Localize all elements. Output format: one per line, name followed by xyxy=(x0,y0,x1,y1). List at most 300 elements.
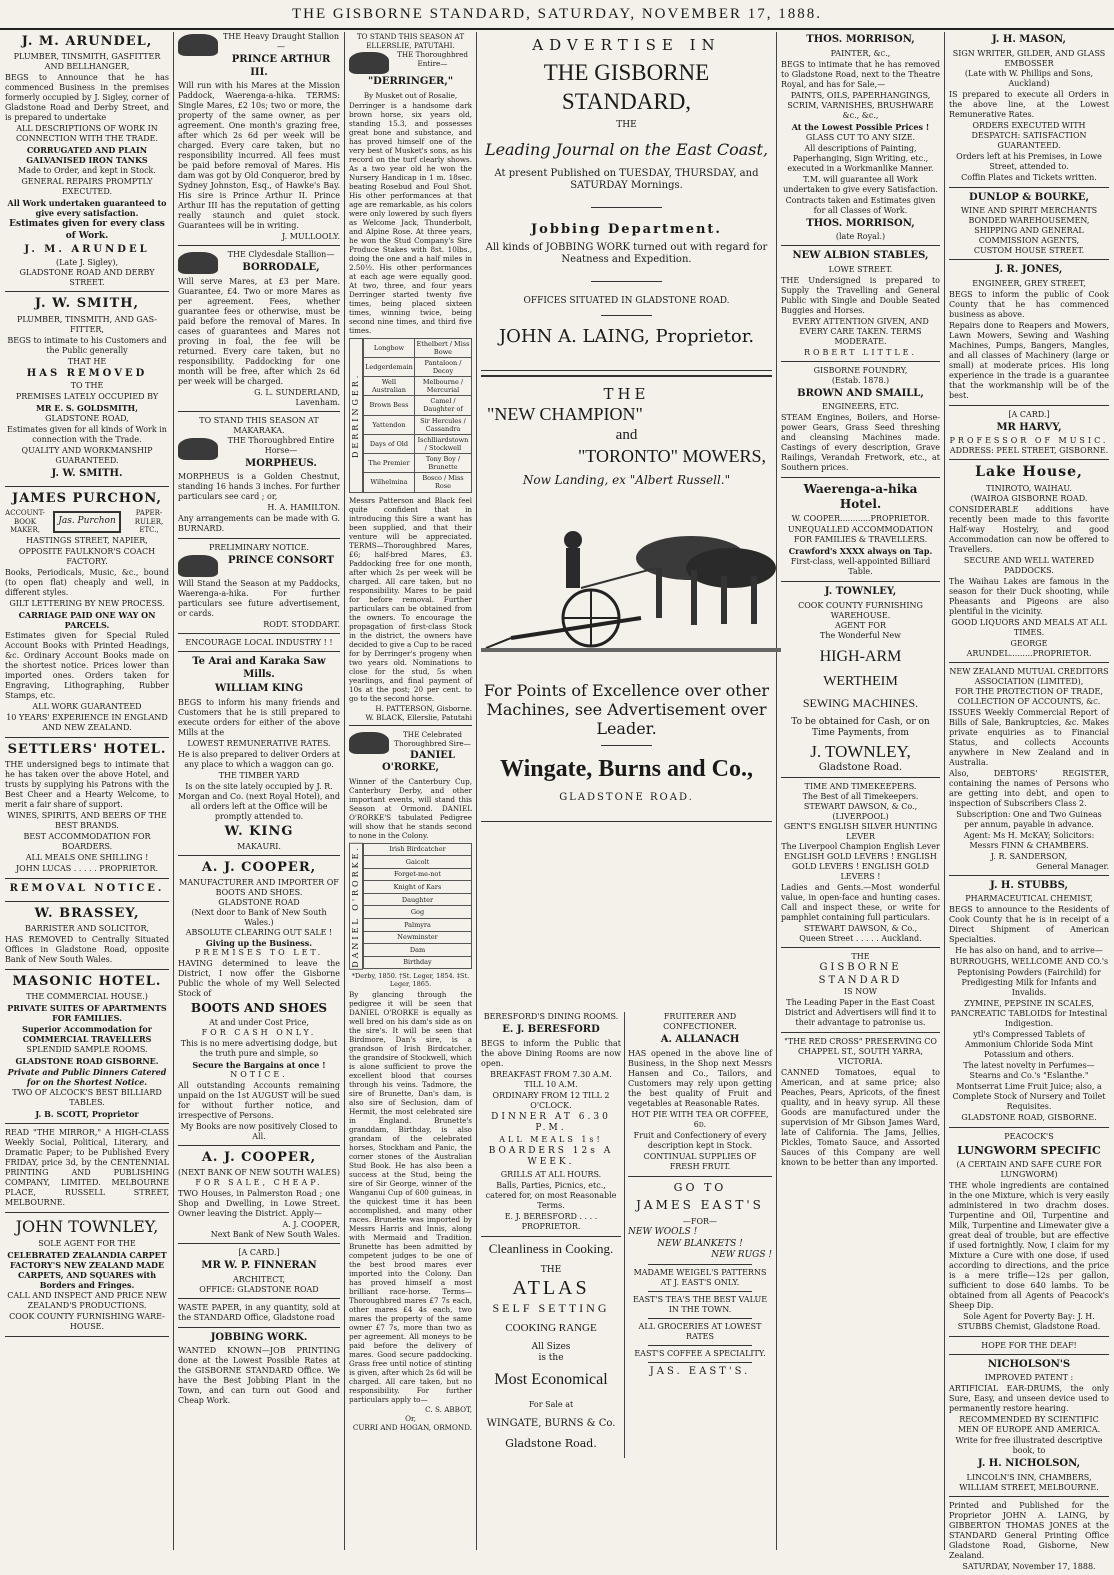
pedigree-cell: The Premier xyxy=(364,454,415,473)
ad-line: Contracts taken and Estimates given for all Classes of Work. xyxy=(785,195,936,215)
pedigree-row xyxy=(364,396,472,415)
ad-body: By glancing through the pedigree it will be seen that DANIEL O'RORKE is equally as well bred on his dam's side as on the sire's. It will be seen that Birdmore, Dan's sire, is a grandson of Irish Birdcatcher, the grandsire of Stockwell, which is alone sufficient to prove the excellent blood that courses through his veins. Tadmore, the sire of Brunette, Dan's dam, is also sire of Seclusion, dam of Hermit, the most celebrated sire in England. Brunette's granddam, Birthday, is also grandam of the celebrated horses, Stockham and Panic, the corner stones of the Australian Stud Book. He has also been a success at the Stud, being the sire of Sir George, winner of the Wanganui Cup of 600 guineas, in the quickest time it has been accomplished, and many other races. Brunette was imported by Messrs Harris and Innis, along with Mermaid and Tradition. Brunette has been admitted by competent judges to be one of the best brood mares ever imported into the Colony. Dan has proved himself a most brilliant race-horse. Terms—Thoroughbred mares £7 7s each, other mares £4 4s each, two mares the property of the same owner £7 7s, more than two as per agreement. All moneys to be paid before the delivery of mares. Good secure paddocking. Grass free until notice of stinting is given, after which 2s 6d will be charged. All care taken, but no responsibility. For further particulars apply to— xyxy=(349,989,472,1404)
ad-line: Coffin Plates and Tickets written. xyxy=(961,172,1097,182)
ad-line: GILT LETTERING BY NEW PROCESS. xyxy=(9,599,165,608)
ad-deaf xyxy=(949,1341,1109,1355)
ad-signature: ROBERT LITTLE. xyxy=(803,347,918,357)
ad-signature: STEWART DAWSON, & Co., xyxy=(803,924,918,934)
ad-line: —FOR— xyxy=(682,1217,718,1227)
ad-line: PREMISES LATELY OCCUPIED BY xyxy=(15,392,159,401)
pedigree-cell: Irish Birdcatcher xyxy=(364,843,472,856)
ad-body: Will run with his Mares at the Mission Paddock, Waerenga-a-hika. TERMS: Single Mares, £2 10s; two or more, the property of the same owner, as per agreement. One month's grazing free, after which 2s 6d per week will be charged. Every care taken, but no responsibility incurred. All fees must be paid before removal of Mares. His dam was got by Old Conqueror, bred by Sydney Johnston, Esq., of Hawke's Bay. His sire is Prince Arthur II. Prince Arthur III has the reputation of getting really staunch and quiet stock. Guarantees will be in writing. xyxy=(178,81,340,230)
ad-line: CARRIAGE PAID ONE WAY ON PARCELS. xyxy=(18,610,156,630)
ad-title: BROWN AND SMAILL, xyxy=(797,387,924,399)
ad-line: WINGATE, BURNS & Co. xyxy=(486,1418,616,1430)
ad-body: THE whole ingredients are contained in the one Mixture, which is very easily administered in two drachm doses. Turpentine and Oil, Turpentine and Milk, Turpentine and Limewater give a great deal of trouble, but are effective if used fortnightly. Now, I claim for my Mixture a Cure with one dose, if used according to directions, and the price is a mere trifle—12s per gallon, sufficient to dose 640 lambs. To be obtained from all Agents of Peacock's Sheep Dip. xyxy=(949,1180,1109,1310)
divider xyxy=(591,281,662,282)
ad-title: J. TOWNLEY, xyxy=(824,586,897,597)
pedigree-orourke xyxy=(349,843,472,970)
divider xyxy=(648,1318,752,1319)
ad-line: The Wonderful New xyxy=(820,630,901,640)
divider xyxy=(601,745,652,746)
pedigree-row xyxy=(364,906,472,919)
ad-derringer xyxy=(349,32,472,726)
ad-title: PRINCE CONSORT xyxy=(227,555,335,566)
ad-cooper-sale xyxy=(178,1150,340,1244)
ad-signature: J. R. SANDERSON, xyxy=(990,851,1068,861)
ad-body: CONSIDERABLE additions have recently been made to this favorite Half-way Hostelry, and good Accommodation can now be offered to Travellers. xyxy=(949,504,1109,554)
ad-line: THE xyxy=(540,1264,562,1275)
ad-line: MAKAURI. xyxy=(237,841,281,851)
ad-line: Subscription: One and Two Guineas per annum, payable in advance. xyxy=(956,809,1102,829)
ad-title: Waerenga-a-hika Hotel. xyxy=(803,482,918,511)
ad-prince-consort xyxy=(178,543,340,634)
ad-body: BEGS to announce to the Residents of Cook County that he is in receipt of a Direct Shipment of American Specialties. xyxy=(949,905,1109,944)
ad-subtitle: IMPROVED PATENT : xyxy=(984,1373,1074,1383)
ad-body: Will Stand the Season at my Paddocks, Waerenga-a-hika. For further particulars see future advertisement, or cards. xyxy=(178,579,340,618)
ad-line: Leading Journal on the East Coast, xyxy=(484,139,769,159)
ad-line: Is on the site lately occupied by J. R. Morgan and Co. (next Royal Hotel), and all orders left at the Office will be promptly attended to. xyxy=(178,781,340,821)
ad-line: PAINTS, OILS, PAPERHANGINGS, SCRIM, VARNISHES, BRUSHWARE &c., &c., xyxy=(787,90,934,120)
pedigree-row xyxy=(364,956,472,969)
ad-line: LINCOLN'S INN, CHAMBERS, xyxy=(966,1472,1092,1482)
ad-line: THE Thoroughbred Entire— xyxy=(397,50,468,68)
column-4 xyxy=(478,32,775,1550)
ad-title: A. ALLANACH xyxy=(660,1034,740,1045)
ad-title: NEW ZEALAND MUTUAL CREDITORS ASSOCIATION (LIMITED), xyxy=(949,666,1109,686)
ad-line: JAS. EAST'S. xyxy=(649,1366,751,1377)
ad-title: Cleanliness in Cooking. xyxy=(488,1240,614,1256)
pedigree-row xyxy=(364,843,472,856)
ad-mowers xyxy=(481,375,772,823)
ad-line: GRILLS AT ALL HOURS. xyxy=(500,1169,602,1179)
ad-signature: H. PATTERSON, Gisborne. xyxy=(375,703,472,713)
ad-red-cross xyxy=(781,1037,940,1172)
ad-line: My Books are now positively Closed to All. xyxy=(180,1122,338,1141)
pedigree-cell: Gaicolt xyxy=(364,856,472,869)
pedigree-cell: Ethelbert / Miss Bowe xyxy=(414,338,471,357)
ad-title: GISBORNE FOUNDRY, xyxy=(813,365,908,375)
ad-cooper xyxy=(178,860,340,1146)
ad-subtitle: FOR THE PROTECTION OF TRADE, COLLECTION OF ACCOUNTS, &c. xyxy=(955,686,1103,706)
ad-line: ADDRESS: PEEL STREET, GISBORNE. xyxy=(949,446,1109,455)
pedigree-cell: Ledgerdemain xyxy=(364,357,415,376)
ad-line: W. COOPER............PROPRIETOR. xyxy=(791,514,930,523)
pedigree-cell: Birthday xyxy=(364,956,472,969)
column-4-lower xyxy=(478,1012,775,1458)
ad-subtitle: PLUMBER, TINSMITH, GASFITTER AND BELLHANGER, xyxy=(13,52,161,72)
ad-king xyxy=(178,656,340,856)
ad-line: THE Celebrated Thoroughbred Sire— xyxy=(394,729,471,748)
ad-gisborne-standard xyxy=(781,952,940,1033)
ad-line: Orders left at his Premises, in Lowe Street, attended to. xyxy=(956,151,1102,171)
ad-line: ALL DESCRIPTIONS OF WORK IN CONNECTION WITH THE TRADE. xyxy=(15,124,159,144)
pedigree-row xyxy=(364,881,472,894)
ad-line: (WAIROA GISBORNE ROAD. xyxy=(970,493,1088,503)
ad-townley xyxy=(5,1217,169,1337)
ad-line: THE xyxy=(851,952,870,962)
ad-line: ALL MEALS 1s! xyxy=(499,1135,603,1144)
pedigree-row xyxy=(364,473,472,492)
ad-title: Lake House, xyxy=(975,464,1083,480)
ad-line: Secure the Bargains at once ! xyxy=(192,1060,326,1070)
ad-title: PRINCE ARTHUR III. xyxy=(231,54,331,78)
pedigree-cell: Sir Hercules / Cassandra xyxy=(414,415,471,434)
ad-line: All Sizes xyxy=(531,1341,571,1352)
ad-title: ATLAS xyxy=(512,1277,590,1299)
ad-title: MORPHEUS. xyxy=(245,457,317,469)
ad-title: NICHOLSON'S xyxy=(987,1358,1071,1370)
ad-line: TIME AND TIMEKEEPERS. xyxy=(804,782,917,792)
ad-title: WERTHEIM xyxy=(823,673,898,689)
imprint-date: SATURDAY, November 17, 1888. xyxy=(962,1561,1096,1571)
pedigree-derringer xyxy=(349,338,472,493)
col-rule xyxy=(173,32,174,1550)
column-2 xyxy=(175,32,343,1550)
ad-nicholson xyxy=(949,1359,1109,1497)
divider xyxy=(648,1345,752,1346)
pedigree-cell: Pantaloon / Decoy xyxy=(414,357,471,376)
ad-line: THE TIMBER YARD xyxy=(218,770,300,780)
ad-line: (Next door to Bank of New South Wales.) xyxy=(191,908,327,927)
ad-line: THE Clydesdale Stallion— xyxy=(227,250,335,259)
pedigree-cell: Daughter xyxy=(364,893,472,906)
pedigree-cell: Camel / Daughter of xyxy=(414,396,471,415)
ad-line: SECURE AND WELL WATERED PADDOCKS. xyxy=(963,555,1095,575)
col-rule xyxy=(344,32,345,1550)
ad-line: PAPER-RULER, ETC., xyxy=(134,508,164,535)
ad-peacock xyxy=(949,1132,1109,1337)
ad-body: All outstanding Accounts remaining unpaid on the 1st AUGUST will be sued for without further notice, and irrespective of Persons. xyxy=(178,1081,340,1120)
ad-line: Gladstone Road. xyxy=(505,1436,597,1450)
ad-title: E. J. BERESFORD xyxy=(502,1024,600,1035)
ad-line: Next Bank of New South Wales. xyxy=(210,1230,340,1240)
ad-title: "NEW CHAMPION" xyxy=(487,404,643,425)
pedigree-row xyxy=(364,944,472,957)
ad-line: Giving up the Business. xyxy=(205,938,313,948)
col-rule xyxy=(776,32,777,1550)
ad-line: CUSTOM HOUSE STREET. xyxy=(973,246,1085,255)
ad-line: [A CARD.] xyxy=(238,1248,280,1258)
ad-body: Books, Periodicals, Music, &c., bound (to open flat) cheaply and well, in different styles. xyxy=(5,568,169,597)
ad-line: At the Lowest Possible Prices ! xyxy=(791,121,930,132)
ad-title: J. H. MASON, xyxy=(991,34,1067,45)
ad-body: Will serve Mares, at £3 per Mare. Guarantee, £4. Two or more Mares as per agreement. Fees, whether guarantee fees or otherwise, must be paid before the removal of Mares. In cases of guarantees and Mares not proving in foal, the fee will be returned. Every care taken, but no responsibility. Paddocking for one month will be free, after which 2s 6d per week will be charged. xyxy=(178,276,340,386)
ad-body: WANTED KNOWN—JOB PRINTING done at the Lowest Possible Rates at the GISBORNE STANDARD Office. We have the Best Jobbing Plant in the Town, and can turn out Good and Cheap Work. xyxy=(178,1346,340,1406)
ad-line: Or, xyxy=(405,1413,416,1423)
ad-title: THE GISBORNE STANDARD, xyxy=(543,59,710,114)
ad-body: BEGS to inform his many friends and Customers that he is still prepared to execute orders for either of the above Mills at the xyxy=(178,697,340,737)
ad-subtitle: ENGINEER, GREY STREET, xyxy=(972,278,1086,288)
ad-line: [A CARD.] xyxy=(1008,409,1050,419)
ad-jones xyxy=(949,264,1109,406)
ad-title: J. M. ARUNDEL, xyxy=(21,34,153,49)
ad-title: MR HARVY, xyxy=(996,421,1062,433)
ad-lake-house xyxy=(949,464,1109,663)
col-rule xyxy=(476,32,477,1550)
ad-jobbing xyxy=(178,1332,340,1411)
pedigree-row xyxy=(364,338,472,357)
ad-line: is the xyxy=(538,1353,564,1363)
ad-title: W. BRASSEY, xyxy=(34,905,140,921)
ad-line: PREMISES TO LET. xyxy=(194,948,324,957)
pedigree-row xyxy=(364,868,472,881)
ad-subtitle: SIGN WRITER, GILDER, AND GLASS EMBOSSER xyxy=(952,48,1106,68)
ad-line: CORRUGATED AND PLAIN GALVANISED IRON TANKS xyxy=(26,145,148,166)
horse-illustration xyxy=(349,52,389,74)
ad-mirror xyxy=(5,1128,169,1213)
ad-signature: RODT. STODDART. xyxy=(263,620,340,629)
ad-masonic xyxy=(5,974,169,1124)
divider xyxy=(648,1362,752,1363)
ad-line: FRUITERER AND CONFECTIONER. xyxy=(663,1012,737,1031)
pedigree-cell: Melbourne / Mercurial xyxy=(414,377,471,396)
ad-line: ENGINEERS, ETC. xyxy=(822,402,899,411)
ad-body: BEGS to inform the public of Cook County that he has commenced business as above. xyxy=(949,289,1109,319)
ad-line: GLADSTONE ROAD, GISBORNE. xyxy=(961,1113,1097,1122)
ad-atlas xyxy=(481,1241,621,1454)
ad-title: MR W. P. FINNERAN xyxy=(201,1260,317,1272)
ad-line: GO TO xyxy=(673,1180,727,1194)
ad-subtitle: COOK COUNTY FURNISHING WAREHOUSE. xyxy=(798,600,923,620)
ad-line: THE Heavy Draught Stallion— xyxy=(222,32,340,51)
ad-body: HAVING determined to leave the District, I now offer the Gisborne Public the whole of my Well Selected Stock of xyxy=(178,959,340,998)
ad-line: GLADSTONE ROAD GISBORNE. xyxy=(15,1056,159,1067)
ad-line: BURROUGHS, WELLCOME AND CO.'s xyxy=(949,957,1109,966)
ad-line: W. BLACK, Ellerslie, Patutahi xyxy=(365,712,472,722)
ad-title: NEW ALBION STABLES, xyxy=(792,250,929,261)
ad-line: The Best of all Timekeepers. xyxy=(802,792,919,802)
ad-body: THE undersigned begs to intimate that he has taken over the above Hotel, and trusts by supplying his Patrons with the Best Cheer and a Hearty Welcome, to merit a fair share of support. xyxy=(5,760,169,810)
ad-signature: J. M. ARUNDEL xyxy=(24,243,150,255)
ad-body: Derringer is a handsome dark brown horse, six years old, standing 15.3, and possesses great bone and substance, and has proved himself one of the very best of Musket's sons, as his record on the turf clearly shows. As a two year old he won the Nursery Handicap in 1 m. 18sec. beating Rosebud and Foul Shot. His other performances at that age are remarkable, as his colors were only lowered by such flyers as Welcome Jack, Thunderbolt, and Alpine Rose. At three years, he won the Stud Company's Sire Produce Stakes with 8st. 10lbs., doing the one and a half miles in 2.50½. His other performances at each age were equally good. At two, three, and four years Derringer started twenty five times, being placed sixteen times, winning twice, being second nine times, and third five times. xyxy=(349,100,472,335)
ad-harvy xyxy=(949,410,1109,461)
ad-line: Balls, Parties, Picnics, etc., catered for, on most Reasonable Terms. xyxy=(485,1180,617,1210)
ad-line: THE Thoroughbred Entire Horse— xyxy=(227,435,335,455)
ad-line: SHIPPING AND GENERAL COMMISSION AGENTS, xyxy=(974,226,1084,245)
ad-line: ORDINARY FROM 12 TILL 2 O'CLOCK. xyxy=(492,1090,610,1110)
ad-title: DANIEL O'RORKE, xyxy=(382,749,455,773)
pedigree-cell: Knight of Kars xyxy=(364,881,472,894)
column-4b xyxy=(625,1012,775,1458)
ad-line: BREAKFAST FROM 7.30 A.M. TILL 10 A.M. xyxy=(490,1069,612,1089)
ad-line: NOTICE. xyxy=(230,1070,288,1079)
ad-line: ALL MEALS ONE SHILLING ! xyxy=(25,853,149,863)
ad-body: READ "THE MIRROR," A HIGH-CLASS Weekly Social, Political, Literary, and Dramatic Paper; to be Published Every FRIDAY, price 3d, by the CENTENNIAL PRINTING AND PUBLISHING COMPANY, LIMITED. MELBOURNE PLACE, RUSSELL STREET, MELBOURNE. xyxy=(5,1128,169,1208)
ad-title: Most Economical xyxy=(494,1371,608,1389)
ad-line: Superior Accommodation for COMMERCIAL TRAVELLERS xyxy=(22,1024,152,1045)
ad-line: Estimates given for all kinds of Work in connection with the Trade. xyxy=(7,425,167,444)
ad-line: GLADSTONE ROAD. xyxy=(559,791,694,803)
pedigree-cell: Well Australian xyxy=(364,377,415,396)
ad-townley-sewing xyxy=(781,586,940,778)
ad-line: BERESFORD'S DINING ROOMS. xyxy=(483,1012,619,1021)
ad-line: TO STAND THIS SEASON AT ELLERSLIE, PATUTAHI. xyxy=(356,32,465,50)
ad-line: Montserrat Lime Fruit Juice; also, a Complete Stock of Nursery and Toilet Requisites. xyxy=(952,1082,1106,1111)
pedigree-row xyxy=(364,454,472,473)
divider xyxy=(591,207,662,208)
ad-signature: A. J. COOPER, xyxy=(282,1220,340,1230)
ad-line: (Estab. 1878.) xyxy=(831,375,890,385)
ad-line: The Leading Paper in the East Coast District and Advertisers will find it to their advantage to patronise us. xyxy=(784,998,937,1028)
ad-line: ENCOURAGE LOCAL INDUSTRY ! ! xyxy=(185,638,333,647)
ad-body: CANNED Tomatoes, equal to American, and at same price; also Peaches, Pears, Apricots, of the finest quality, and in heavy syrup. All these Goods are manufactured under the supervision of Mr Gibson James Ward, late of California. The Jams, Jellies, Pickles, Tomato Sauce, and Assorted Sauces of this Company are well known to be better than any imported. xyxy=(781,1068,940,1168)
ad-line: MADAME WEIGEL'S PATTERNS AT J. EAST'S ONLY. xyxy=(633,1268,767,1287)
ad-line: PRIVATE SUITES OF APARTMENTS FOR FAMILIES. xyxy=(7,1003,167,1024)
ad-line: ALL WORK GUARANTEED xyxy=(32,702,142,711)
ad-signature: THOS. MORRISON, xyxy=(806,217,915,229)
ad-subtitle: PAINTER, &c., xyxy=(830,48,891,58)
ad-title: ADVERTISE IN xyxy=(532,36,721,54)
ad-line: General Manager. xyxy=(1036,861,1109,871)
ad-foundry xyxy=(781,366,940,479)
ad-body: Estimates given for Special Ruled Account Books with Printed Headings, &c. Ordinary Account Books made on the shortest notice. Prices lower than imported ones. Orders taken for Engraving, Lithographing, Rubber Stamps, etc. xyxy=(5,631,169,700)
column-4a xyxy=(478,1012,625,1458)
ad-title: HOPE FOR THE DEAF! xyxy=(981,1340,1077,1350)
ad-encourage xyxy=(178,638,340,652)
pedigree-row xyxy=(364,856,472,869)
ad-line: (Late J. Sigley), xyxy=(55,258,118,268)
ad-line: At and under Cost Price, xyxy=(209,1018,309,1027)
pedigree-row xyxy=(364,918,472,931)
ad-title: J. W. SMITH, xyxy=(34,296,140,312)
ad-line: PEACOCK'S xyxy=(1004,1132,1054,1141)
ad-signature: C. S. ABBOT, xyxy=(425,1404,472,1414)
column-1 xyxy=(2,32,172,1550)
ad-line: OFFICE: GLADSTONE ROAD xyxy=(199,1284,319,1294)
ad-line: T.M. will guarantee all Work undertaken to give every Satisfaction. xyxy=(783,174,938,194)
ad-stubbs xyxy=(949,880,1109,1129)
ad-line: BEST ACCOMMODATION FOR BOARDERS. xyxy=(23,832,151,852)
ad-line: IS NOW xyxy=(844,987,877,997)
ad-line: GLADSTONE ROAD, xyxy=(45,414,129,423)
ad-line: ZYMINE, PEPSINE IN SCALES, PANCREATIC TABLOIDS for Intestinal Indigestion. xyxy=(950,999,1108,1028)
pedigree-row xyxy=(364,434,472,453)
ad-line: THAT HE xyxy=(67,356,107,366)
ad-line: Private and Public Dinners Catered for on the Shortest Notice. xyxy=(7,1067,167,1088)
pedigree-cell: Days of Old xyxy=(364,434,415,453)
ad-finneran xyxy=(178,1248,340,1299)
ad-body: Messrs Patterson and Black feel quite confident that in introducing this Sire a want has been supplied, and that their venture will be appreciated. TERMS—Thoroughbred Mares, £6; half-bred Mares, £3. Paddocking free for one month, after which 2s per week will be charged. All care taken, but no responsibility. Mares to be paid for before removal. Further particulars can be obtained from the owners. To encourage the propagation of first-class Stock in the district, the owners have decided to give a Cup to be raced for by Derringer's progeny when two years old. Nominations to close for the stud, 5s when yearlings, and final payment of 10s at the post; 20 per cent. to go to the second horse. xyxy=(349,495,472,703)
ad-line: EAST'S TEA'S THE BEST VALUE IN THE TOWN. xyxy=(632,1295,768,1314)
ad-body: BEGS to Announce that he has commenced Business in the premises formerly occupied by J. Sigley, corner of Gladstone Road and Derby Street, and is prepared to undertake xyxy=(5,73,169,123)
ad-line: Write for free illustrated descriptive book, to xyxy=(955,1436,1103,1456)
ad-body: HAS REMOVED to Centrally Situated Offices in Gladstone Road, opposite Bank of New South Wales. xyxy=(5,935,169,964)
ad-line: The latest novelty in Perfumes—Stearns and Co.'s "Eslanthe." xyxy=(963,1061,1095,1080)
divider xyxy=(601,315,652,316)
ad-title: Te Arai and Karaka Saw Mills. xyxy=(192,656,326,680)
ad-line: GLADSTONE ROAD xyxy=(218,898,300,907)
ad-title: HIGH-ARM xyxy=(819,647,902,665)
ad-line: Fruit and Confectionery of every description kept in Stock. xyxy=(633,1130,767,1150)
ad-line: ENGLISH GOLD LEVERS ! ENGLISH GOLD LEVERS ! ENGLISH GOLD LEVERS ! xyxy=(784,852,937,882)
pedigree-cell: Gog xyxy=(364,906,472,919)
ad-title: "DERRINGER," xyxy=(367,76,454,87)
ad-line: HAS REMOVED xyxy=(26,367,148,379)
ad-line: Made to Order, and kept in Stock. xyxy=(18,166,156,176)
col-rule xyxy=(944,32,945,1550)
ad-waste xyxy=(178,1303,340,1328)
ad-line: ABSOLUTE CLEARING OUT SALE ! xyxy=(185,928,333,937)
ad-line: Agent: Ms H. McKAY; Solicitors: Messrs FINN & CHAMBERS. xyxy=(963,830,1095,850)
ad-line: By Musket out of Rosalie, xyxy=(363,90,458,100)
ad-line: (Late with W. Phillips and Sons, Auckland) xyxy=(964,68,1094,88)
pedigree-cell: Bosco / Miss Rose xyxy=(414,473,471,492)
ad-smith xyxy=(5,296,169,486)
ad-line: ytl's Compressed Tablets of Ammonium Chloride Soda Mint Potassium and others. xyxy=(964,1030,1094,1059)
ad-title: STEWART DAWSON, & Co., (LIVERPOOL) xyxy=(803,802,918,822)
ad-body: Winner of the Canterbury Cup, Canterbury Derby, and other important events, will stand this Season at Ormond. DANIEL O'RORKE'S tabulated Pedigree will show that he stands second to none in the Colony. xyxy=(349,776,472,840)
ad-signature: J. W. SMITH. xyxy=(51,468,123,479)
ad-line: CALL AND INSPECT AND PRICE NEW ZEALAND'S PRODUCTIONS. xyxy=(7,1291,167,1311)
ad-subtitle: (A CERTAIN AND SAFE CURE FOR LUNGWORM) xyxy=(956,1159,1102,1179)
ad-line: NEW BLANKETS ! xyxy=(657,1238,743,1249)
pedigree-cell: Longbow xyxy=(364,338,415,357)
ad-line: PROFESSOR OF MUSIC. xyxy=(949,436,1109,445)
ad-waerenga-hotel xyxy=(781,482,940,582)
ad-line: WINES, SPIRITS, AND BEERS OF THE BEST BRANDS. xyxy=(7,811,167,831)
ad-title: Wingate, Burns and Co., xyxy=(500,755,753,782)
ad-subtitle: PLUMBER, TINSMITH, AND GAS-FITTER, xyxy=(16,314,158,334)
ad-allanach xyxy=(628,1012,772,1177)
ad-line: ALL GROCERIES AT LOWEST RATES xyxy=(638,1322,762,1341)
ad-line: BONDED WAREHOUSEMEN, xyxy=(968,216,1090,225)
ad-line: QUALITY AND WORKMANSHIP GUARANTEED. xyxy=(21,446,153,465)
ad-title: JOBBING WORK. xyxy=(210,1331,308,1343)
ad-line: Estimates given for every class of Work. xyxy=(9,219,165,241)
ad-purchon xyxy=(5,491,169,739)
ad-line: TO THE xyxy=(70,381,104,390)
ad-title: J. R. JONES, xyxy=(995,264,1063,275)
ad-line: NEW WOOLS ! xyxy=(628,1227,698,1238)
ad-line: J. B. SCOTT, Proprietor xyxy=(35,1109,139,1120)
ad-line: BOARDERS 12s A WEEK. xyxy=(488,1146,614,1168)
ad-body: Any arrangements can be made with G. BURNARD. xyxy=(178,514,340,533)
ad-arundel xyxy=(5,34,169,292)
ad-albion xyxy=(781,250,940,362)
ad-line: EVERY ATTENTION GIVEN, AND EVERY CARE TAKEN. TERMS MODERATE. xyxy=(792,316,929,346)
mower-illustration xyxy=(481,498,781,668)
ad-line: CURRI AND HOGAN, ORMOND. xyxy=(352,1422,472,1432)
column-6 xyxy=(946,32,1112,1571)
ad-subtitle: TINIROTO, WAIHAU. xyxy=(986,483,1072,493)
pedigree-cell: Yattendon xyxy=(364,415,415,434)
ad-line: All Work undertaken guaranteed to give every satisfaction. xyxy=(7,198,167,219)
ad-body: MORPHEUS is a Golden Chestnut, standing 16 hands 3 inches. For further particulars see card ; or, xyxy=(178,472,340,501)
ad-line: For Points of Excellence over other Machines, see Advertisement over Leader. xyxy=(483,681,770,739)
ad-line: HOT PIE WITH TEA OR COFFEE, 6d. xyxy=(631,1109,769,1129)
ad-body: ARTIFICIAL EAR-DRUMS, the only Sure, Easy, and unseen device used to permanently restore hearing. xyxy=(949,1384,1109,1414)
ad-line: This is no mere advertising dodge, but the truth pure and simple, so xyxy=(180,1039,338,1058)
ad-line: GOOD LIQUORS AND MEALS AT ALL TIMES. xyxy=(951,617,1107,637)
ad-line: OFFICES SITUATED IN GLADSTONE ROAD. xyxy=(523,295,730,306)
ad-line: Lavenham. xyxy=(295,397,340,407)
ad-title: MASONIC HOTEL. xyxy=(12,974,162,989)
divider xyxy=(648,1264,752,1265)
ad-line: CONTINUAL SUPPLIES OF FRESH FRUIT. xyxy=(643,1151,757,1171)
ad-title: JOHN TOWNLEY, xyxy=(15,1217,159,1237)
horse-illustration xyxy=(178,34,218,56)
ad-line: Peptonising Powders (Fairchild) for Predigesting Milk for Infants and Invalids. xyxy=(957,968,1101,997)
ad-line: CHAPPEL ST., SOUTH YARRA, VICTORIA. xyxy=(797,1047,924,1067)
ad-line: First-class, well-appointed Billiard Table. xyxy=(790,557,931,576)
horse-illustration xyxy=(349,732,389,754)
ad-settlers xyxy=(5,742,169,879)
ad-line: He has also on hand, and to arrive— xyxy=(955,946,1103,955)
imprint-text: Printed and Published for the Proprietor JOHN A. LAING, by GIBBERTON THOMAS JONES at the STANDARD General Printing Office Gladstone Road, Gisborne, New Zealand. xyxy=(949,1500,1109,1560)
ad-title: DUNLOP & BOURKE, xyxy=(969,191,1089,203)
ad-line: LOWEST REMUNERATIVE RATES. xyxy=(187,738,331,748)
